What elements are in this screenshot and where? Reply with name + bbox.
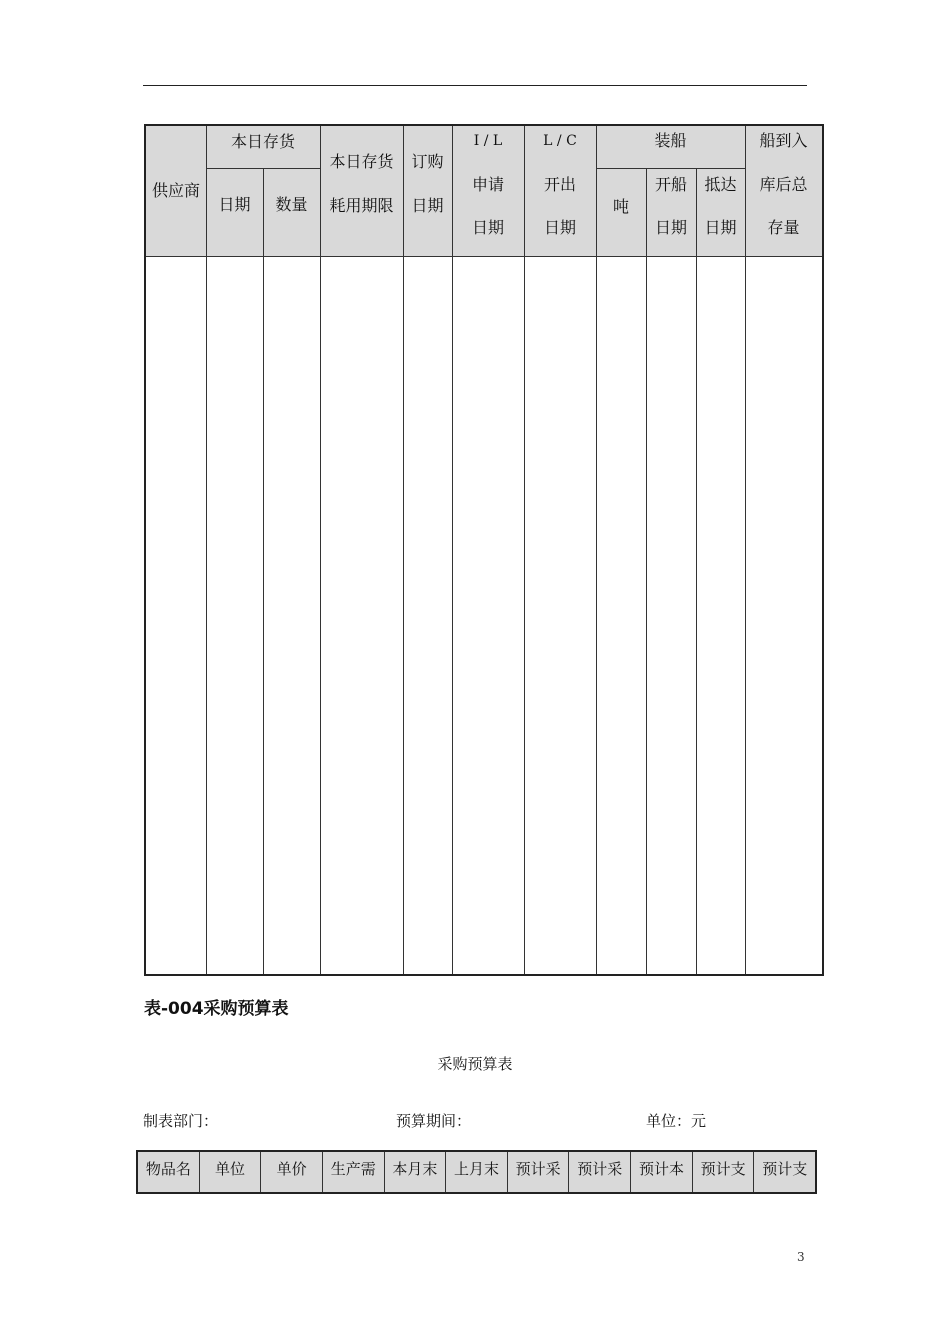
col-supplier: 供应商 [151, 181, 200, 200]
budget-header-cell: 物品名 [138, 1152, 200, 1192]
col-stock-group: 本日存货 [230, 132, 295, 151]
col-order-line2: 日期 [411, 196, 444, 215]
budget-header-cell: 预计采 [569, 1152, 631, 1192]
col-il-line1: I / L [473, 133, 503, 149]
budget-header-cell: 单价 [261, 1152, 323, 1192]
budget-header-cell: 预计采 [508, 1152, 570, 1192]
procurement-schedule-table [144, 124, 824, 976]
meta-dept: 制表部门： [143, 1112, 219, 1130]
col-consume-line2: 耗用期限 [329, 196, 394, 215]
budget-table-header [136, 1150, 817, 1194]
meta-period: 预算期间： [396, 1112, 472, 1130]
col-ship-group: 装船 [654, 131, 687, 150]
budget-header-cell: 单位 [200, 1152, 262, 1192]
budget-table-caption: 采购预算表 [437, 1055, 513, 1073]
col-consume-line1: 本日存货 [329, 152, 394, 171]
page-number: 3 [797, 1250, 805, 1264]
meta-unit: 单位：元 [646, 1112, 707, 1130]
col-ship-start-line1: 开船 [654, 175, 687, 194]
col-il-line3: 日期 [471, 218, 504, 237]
budget-header-cell: 预计本 [631, 1152, 693, 1192]
budget-header-cell: 预计支 [693, 1152, 755, 1192]
section-title: 表-004采购预算表 [144, 999, 289, 1019]
budget-header-cell: 本月末 [385, 1152, 447, 1192]
header-rule [143, 85, 807, 86]
col-stock-date: 日期 [218, 195, 251, 214]
col-ship-arrive-line2: 日期 [704, 218, 737, 237]
col-total-line2: 库后总 [759, 175, 808, 194]
col-total-line1: 船到入 [759, 131, 808, 150]
budget-header-cell: 预计支 [762, 1160, 808, 1178]
col-total-line3: 存量 [767, 218, 800, 237]
budget-header-cell: 生产需 [323, 1152, 385, 1192]
col-lc-line2: 开出 [543, 175, 576, 194]
col-il-line2: 申请 [471, 175, 504, 194]
col-ship-arrive-line1: 抵达 [704, 175, 737, 194]
col-ship-start-line2: 日期 [654, 218, 687, 237]
col-lc-line3: 日期 [543, 218, 576, 237]
col-order-line1: 订购 [411, 152, 444, 171]
col-stock-qty: 数量 [275, 195, 308, 214]
col-ship-ton: 吨 [612, 197, 629, 216]
col-lc-line1: L / C [543, 133, 577, 149]
budget-header-cell: 上月末 [446, 1152, 508, 1192]
